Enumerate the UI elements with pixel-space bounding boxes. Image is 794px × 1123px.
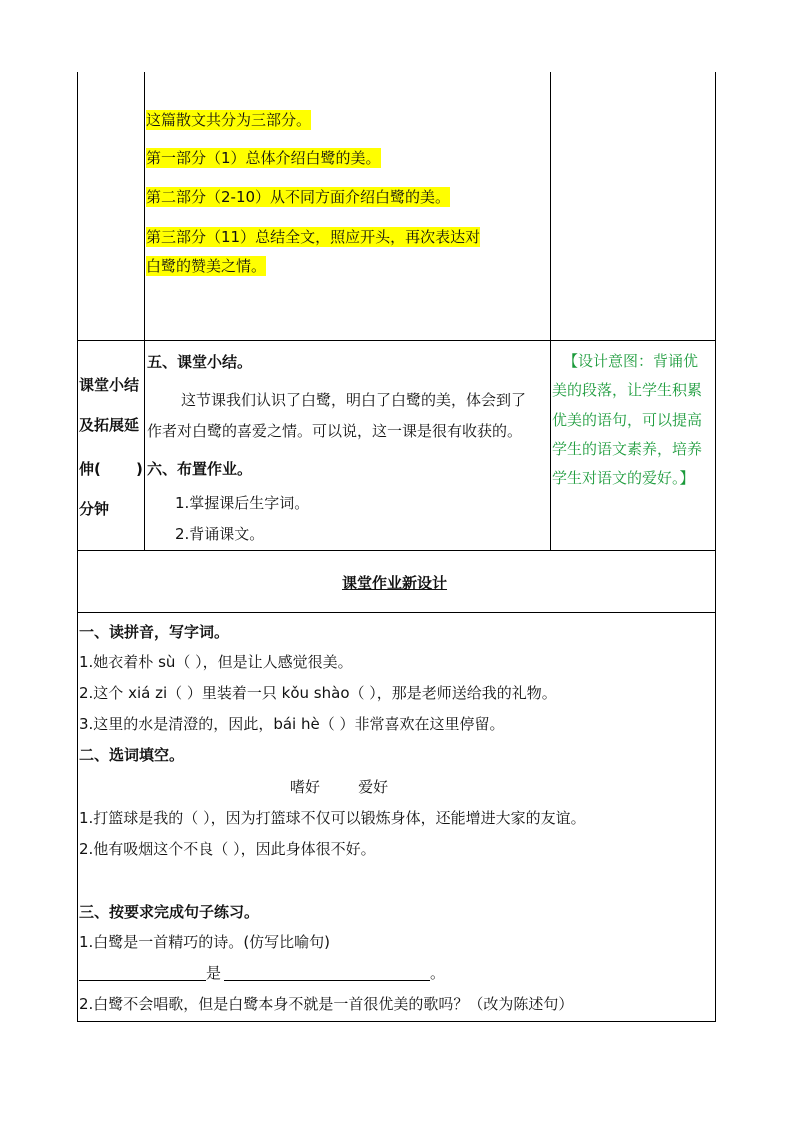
col-divider-2 [550,72,551,550]
sec2-title: 二、选词填空。 [79,746,185,764]
design-intent-4: 学生的语文素养，培养 [552,440,703,458]
homework-item-1: 1.掌握课后生字词。 [175,494,310,512]
sec3-title: 三、按要求完成句子练习。 [79,903,260,921]
row-divider-3 [77,612,716,613]
left-label-1: 课堂小结 [79,376,140,394]
left-label-3: 伸( [79,460,101,478]
structure-line-4: 第三部分（11）总结全文，照应开头，再次表达对 [146,228,481,246]
summary-para-2: 作者对白鹭的喜爱之情。可以说，这一课是很有收获的。 [147,422,523,440]
homework-item-2: 2.背诵课文。 [175,525,265,543]
sec2-line-1: 1.打篮球是我的（ ），因为打篮球不仅可以锻炼身体，还能增进大家的友谊。 [79,809,586,827]
sec3-blank-mid: 是 [206,964,222,982]
sec2-word-choices: 嗜好 爱好 [290,778,389,796]
sec1-line-2: 2.这个 xiá zi（ ）里装着一只 kǒu shào（ ），那是老师送给我的礼物。 [79,684,557,702]
sec3-line-1: 1.白鹭是一首精巧的诗。(仿写比喻句) [79,933,331,951]
left-label-2: 及拓展延 [79,416,140,434]
homework-heading: 六、布置作业。 [147,460,253,478]
structure-line-5: 白鹭的赞美之情。 [146,257,267,275]
summary-para-1: 这节课我们认识了白鹭，明白了白鹭的美，体会到了 [181,391,527,409]
structure-line-1: 这篇散文共分为三部分。 [146,111,312,129]
row-divider-1 [77,340,716,341]
sec1-line-3: 3.这里的水是清澄的，因此，bái hè（ ）非常喜欢在这里停留。 [79,715,505,733]
row-divider-2 [77,550,716,551]
structure-line-2: 第一部分（1）总体介绍白鹭的美。 [146,149,381,167]
sec3-blank-2[interactable] [224,980,430,981]
structure-line-3: 第二部分（2-10）从不同方面介绍白鹭的美。 [146,188,451,206]
left-label-4: 分钟 [79,500,110,518]
sec2-line-2: 2.他有吸烟这个不良（ ），因此身体很不好。 [79,840,376,858]
table-left-border [77,72,78,1022]
sec3-line-2: 2.白鹭不会唱歌，但是白鹭本身不就是一首很优美的歌吗？（改为陈述句） [79,995,574,1013]
col-divider-1 [144,72,145,550]
sec3-blank-end: 。 [430,964,446,982]
table-bottom-border [77,1021,716,1022]
summary-heading: 五、课堂小结。 [147,353,253,371]
sec3-blank-1[interactable] [79,980,206,981]
design-intent-2: 美的段落，让学生积累 [552,381,703,399]
sec1-title: 一、读拼音，写字词。 [79,623,230,641]
table-right-border [715,72,716,1022]
design-intent-5: 学生对语文的爱好。】 [552,469,695,487]
homework-design-title: 课堂作业新设计 [342,574,448,592]
left-label-3b: ) [136,460,143,478]
design-intent-1: 【设计意图：背诵优 [563,352,699,370]
sec1-line-1: 1.她衣着朴 sù（ ），但是让人感觉很美。 [79,653,353,671]
design-intent-3: 优美的语句，可以提高 [552,411,703,429]
